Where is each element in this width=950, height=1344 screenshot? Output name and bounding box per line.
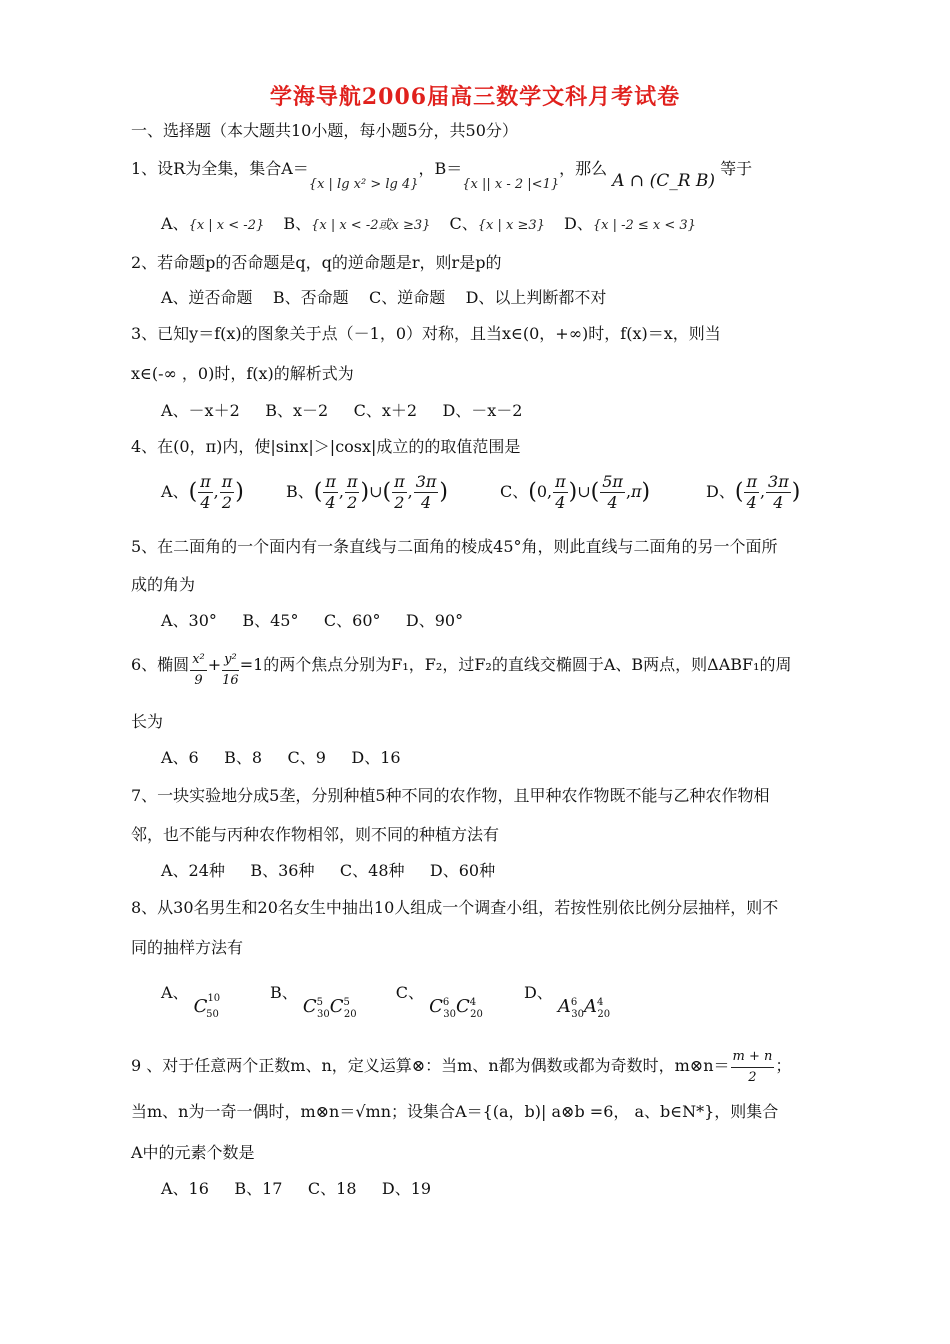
question-7-stem-line2: 邻，也不能与丙种农作物相邻，则不同的种植方法有 — [131, 825, 500, 844]
question-4-option-a: A、( $\frac{\pi}{4}$ , $\frac{\pi}{2}$ ) — [161, 472, 244, 512]
set-a-expression: {x | lg x² > lg 4} — [308, 177, 419, 192]
question-8-options: A、 $C^{10}_{50}$ B、 $C^5_{30}C^5_{20}$ C、 $C^6_{30}C^4_{20}$ D、 $A^6_{30}A^4_{20}$ — [161, 983, 611, 1020]
question-7-stem-line1: 7、一块实验地分成5垄，分别种植5种不同的农作物，且甲种农作物既不能与乙种农作物相 — [131, 786, 770, 805]
question-5-options: A、30° B、45° C、60° D、90° — [161, 611, 464, 630]
complement-expression: A ∩ (C_R B) — [612, 171, 716, 191]
set-b-expression: {x || x - 2 |<1} — [462, 177, 560, 192]
question-2-options: A、逆否命题 B、否命题 C、逆命题 D、以上判断都不对 — [161, 288, 607, 307]
question-1-options: A、{x | x < -2} B、{x | x < -2或x ≥3} C、{x | x ≥3} D、{x | -2 ≤ x < 3} — [161, 214, 696, 233]
question-4-option-c: C、(0, $\frac{\pi}{4}$ )∪( $\frac{5\pi}{4}$ ,π) — [500, 472, 651, 512]
section-heading: 一、选择题（本大题共10小题，每小题5分，共50分） — [131, 121, 518, 140]
question-4-stem: 4、在(0，π)内，使|sinx|＞|cosx|成立的的取值范围是 — [131, 437, 521, 456]
question-6-options: A、6 B、8 C、9 D、16 — [161, 748, 401, 767]
question-9-stem-line2: 当m、n为一奇一偶时，m⊗n＝√mn；设集合A＝{(a，b)| a⊗b =6， a、b∈N*}，则集合 — [131, 1102, 779, 1121]
question-9-options: A、16 B、17 C、18 D、19 — [161, 1179, 432, 1198]
permutation-d: $A^6_{30}A^4_{20}$ — [557, 996, 611, 1020]
question-8-stem-line1: 8、从30名男生和20名女生中抽出10人组成一个调查小组，若按性别依比例分层抽样，则不 — [131, 898, 779, 917]
exam-title: 学海导航2006届高三数学文科月考试卷 — [269, 84, 681, 110]
question-5-stem-line1: 5、在二面角的一个面内有一条直线与二面角的棱成45°角，则此直线与二面角的另一个面所 — [131, 537, 778, 556]
question-2-stem: 2、若命题p的否命题是q，q的逆命题是r，则r是p的 — [131, 253, 502, 272]
question-6-stem: 6、椭圆 $\frac{\text{x²}}{9}$ + $\frac{\text{y²}}{16}$ =1的两个焦点分别为F₁，F₂，过F₂的直线交椭圆于A、B两点，则ΔABF₁的周 — [131, 652, 792, 688]
question-6-stem-line2: 长为 — [131, 712, 164, 731]
question-7-options: A、24种 B、36种 C、48种 D、60种 — [161, 861, 496, 880]
combination-b: $C^5_{30}C^5_{20}$ — [302, 996, 357, 1020]
question-9-stem-line3: A中的元素个数是 — [131, 1143, 255, 1162]
combination-c: $C^6_{30}C^4_{20}$ — [429, 996, 483, 1020]
question-4-option-d: D、( $\frac{\pi}{4}$ , $\frac{3\pi}{4}$ ) — [706, 472, 801, 512]
question-3-stem-line1: 3、已知y＝f(x)的图象关于点（－1，0）对称，且当x∈(0，+∞)时，f(x)＝x，则当 — [131, 324, 721, 343]
question-4-option-b: B、( $\frac{\pi}{4}$ , $\frac{\pi}{2}$ )∪( $\frac{\pi}{2}$ , $\frac{3\pi}{4}$ ) — [286, 472, 448, 512]
question-8-stem-line2: 同的抽样方法有 — [131, 938, 244, 957]
question-5-stem-line2: 成的角为 — [131, 575, 196, 594]
combination-a: $C^{10}_{50}$ — [193, 993, 221, 1020]
question-3-stem-line2: x∈(-∞ ，0)时，f(x)的解析式为 — [131, 364, 354, 383]
question-9-stem-line1: 9 、对于任意两个正数m、n，定义运算⊗：当m、n都为偶数或都为奇数时，m⊗n＝ $\frac{m + n}{2}$ ； — [131, 1049, 792, 1085]
question-1-stem: 1、设R为全集，集合$A=_{\{x | lg x^2 > lg 4\}}$，$B=_{\{x || x - 2 |<1\}}$，那么 A ∩ (C_R B) 等于 — [131, 159, 753, 192]
question-3-options: A、－x＋2 B、x－2 C、x＋2 D、－x－2 — [161, 401, 523, 420]
